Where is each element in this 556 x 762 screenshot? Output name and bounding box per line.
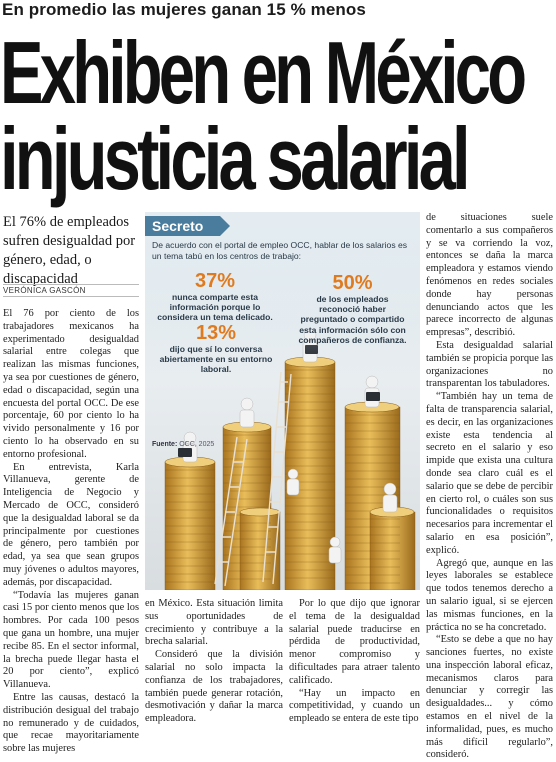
deck: El 76% de empleados sufren desigualdad por género, edad, o discapacidad bbox=[3, 214, 136, 287]
paragraph: en México. Esta situación limita sus oportunidades de crecimiento y contribuye a la brecha salarial. bbox=[145, 598, 283, 648]
paragraph: Esta desigualdad salarial también se propicia porque las organizaciones no transparentan los tabuladores. bbox=[426, 339, 553, 390]
headline-line-2: injusticia salarial bbox=[0, 109, 467, 208]
coin-stacks-illustration bbox=[145, 212, 420, 590]
section-label: Secreto bbox=[145, 216, 220, 236]
stat-text: de los empleados reconoció haber preguntado o compartido esta información sólo con compañeros de confianza. bbox=[298, 294, 407, 345]
column-4 bbox=[426, 212, 553, 762]
paragraph: “También hay un tema de falta de transparencia salarial, es decir, en las organizaciones existe esta tendencia al secreto en el salario y eso impide que exista una cultura donde sea claro cuál es el salario que se debe de percibir en cierto rol, o cuáles son sus funcionalidades o requisitos necesarios para incrementar el salario en esa posición”, explicó. bbox=[426, 391, 553, 556]
infographic bbox=[145, 212, 420, 590]
paragraph: “Hay un impacto en competitividad, y cuando un empleado se entera de este tipo bbox=[289, 687, 420, 725]
headline-line-1: Exhiben en México bbox=[0, 23, 524, 122]
source-label: Fuente: bbox=[152, 441, 178, 448]
paragraph: Agregó que, aunque en las leyes laborales se establece que todos tenemos derecho a un salario igual, si se ejercen las mismas funciones, en la práctica no se ha concretado. bbox=[426, 557, 553, 633]
stat-value: 37% bbox=[194, 270, 236, 292]
paragraph: “Esto se debe a que no hay sanciones fuertes, no existe una inspección laboral eficaz, mecanismos claros para denunciar y corregir las desigualdades... y cómo estamos en el nivel de la informalidad, pues, es mucho más difícil regularlo”, consideró. bbox=[426, 634, 553, 761]
stat-value: 50% bbox=[332, 272, 373, 294]
stat-50 bbox=[295, 272, 410, 345]
column-1 bbox=[3, 308, 139, 756]
paragraph: Consideró que la división salarial no solo impacta la confianza de los trabajadores, también puede generar rotación, desmotivación y dañar la marca empleadora. bbox=[145, 649, 283, 725]
kicker: En promedio las mujeres ganan 15 % menos bbox=[2, 0, 366, 19]
paragraph: En entrevista, Karla Villanueva, gerente de Inteligencia de Negocio y Mercado de OCC, consideró que la desigualdad laboral se da principalmente por cuestiones de género, pero también por edad, ya sea que sean grupos muy jóvenes o adultos mayores, además, por discapacidad. bbox=[3, 461, 139, 588]
stat-13 bbox=[157, 322, 275, 375]
infographic-intro: De acuerdo con el portal de empleo OCC, hablar de los salarios es un tema tabú en los centros de trabajo: bbox=[152, 240, 408, 261]
column-3 bbox=[289, 598, 420, 726]
infographic-source bbox=[152, 440, 222, 449]
paragraph: Entre las causas, destacó la distribución desigual del trabajo no remunerado y de cuidados, que recae mayoritariamente sobre las mujeres bbox=[3, 691, 139, 755]
paragraph: Por lo que dijo que ignorar el tema de la desigualdad salarial puede traducirse en pérdida de productividad, menor compromiso y dificultades para atraer talento calificado. bbox=[289, 598, 420, 686]
stat-text: dijo que sí lo conversa abiertamente en su entorno laboral. bbox=[159, 344, 273, 375]
byline: VERÓNICA GASCÓN bbox=[3, 284, 139, 297]
stat-value: 13% bbox=[195, 322, 237, 344]
source-text: OCC, 2025 bbox=[179, 441, 215, 448]
paragraph: de situaciones suele comentarlo a sus compañeros y se va corriendo la voz, entonces se daña la marca empleadora y estamos viendo fenómenos en redes sociales donde hay personas denunciando actos que les parece incorrecto de algunas empresas”, describió. bbox=[426, 212, 553, 339]
stat-37 bbox=[155, 270, 275, 323]
column-2 bbox=[145, 598, 283, 726]
paragraph: “Todavía las mujeres ganan casi 15 por ciento menos que los hombres. Por cada 100 pesos que gana un hombre, una mujer recibe 85. En el sector informal, la brecha puede llegar hasta el 20 por ciento”, explicó Villanueva. bbox=[3, 589, 139, 691]
paragraph: El 76 por ciento de los trabajadores mexicanos ha experimentado desigualdad salarial entre colegas que realizan las mismas funciones, ya sea por cuestiones de género, edad o discapacidad, según una encuesta del portal OCC. De ese porcentaje, 60 por ciento lo ha vivido personalmente y 16 por ciento lo ha observado en su entorno profesional. bbox=[3, 308, 139, 460]
stat-text: nunca comparte esta información porque lo considera un tema delicado. bbox=[157, 292, 273, 323]
